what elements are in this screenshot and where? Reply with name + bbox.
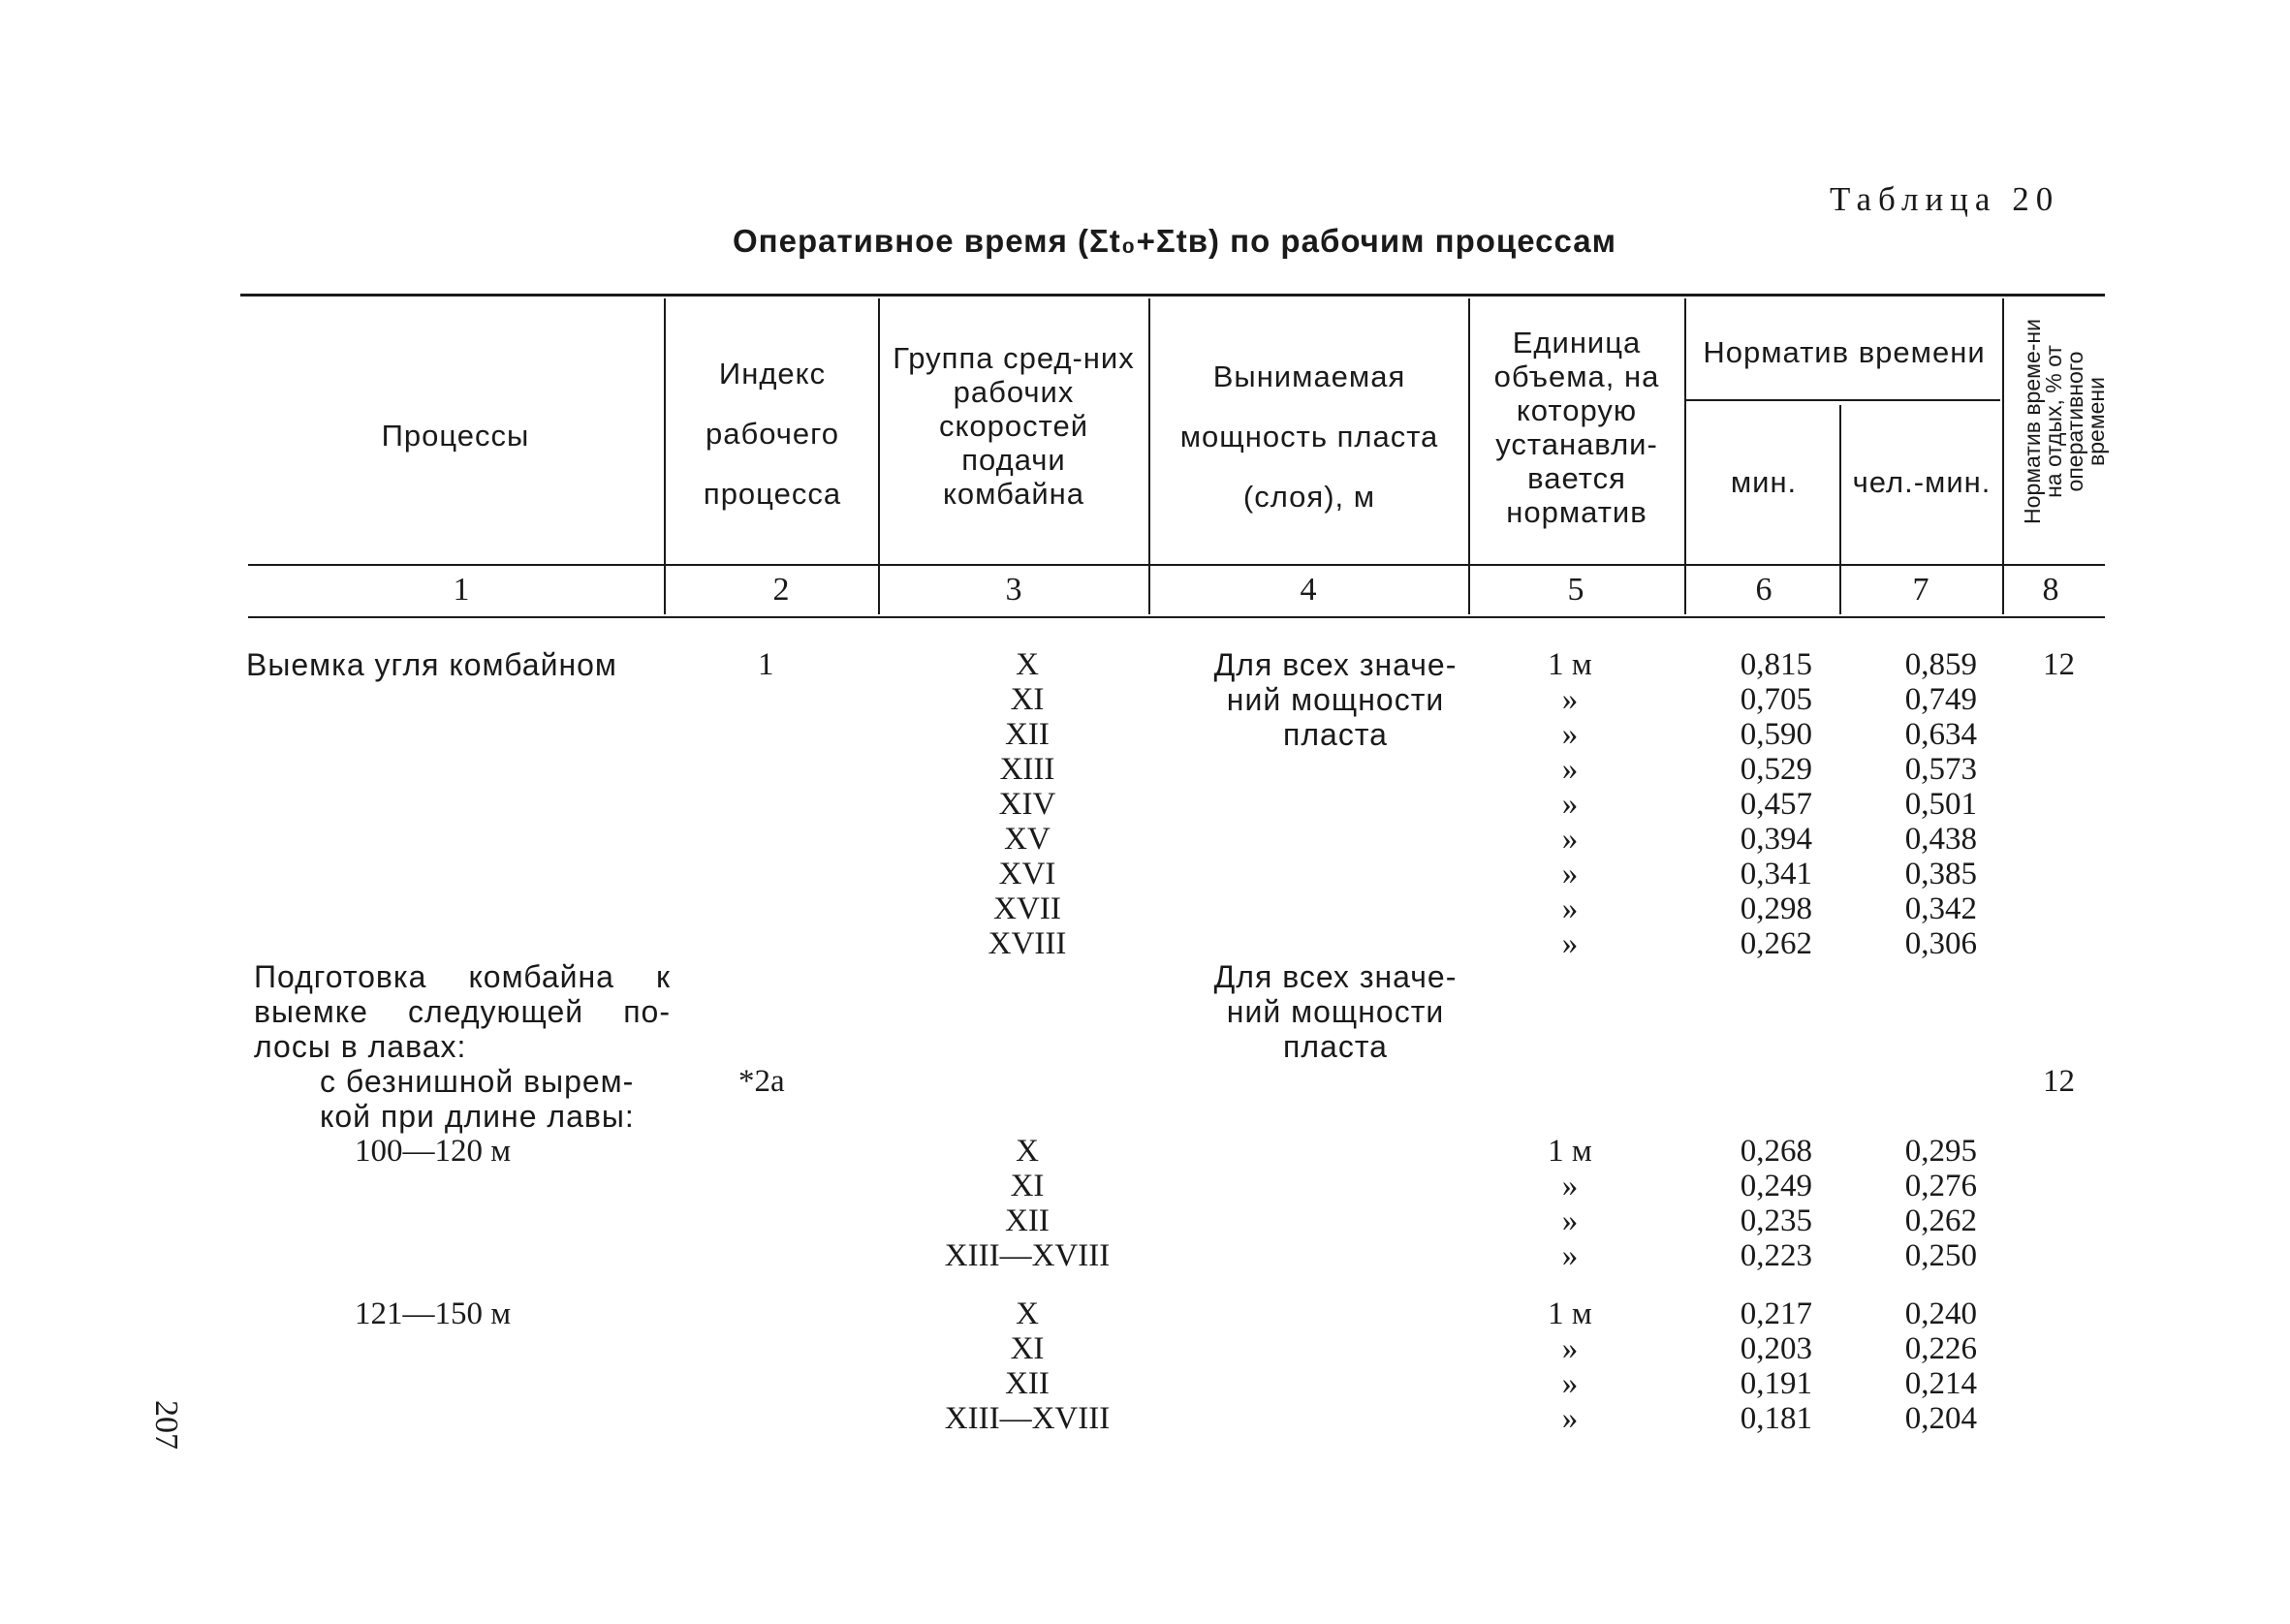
s2b-row-unit: 1 м bbox=[1548, 1296, 1592, 1331]
s2b-row-man-min: 0,214 bbox=[1904, 1366, 1977, 1401]
vsep-1 bbox=[664, 298, 666, 614]
s1-row-group: XVII bbox=[993, 891, 1061, 926]
s1-row-man-min: 0,342 bbox=[1904, 891, 1977, 926]
s1-row-unit: » bbox=[1561, 822, 1579, 857]
s2a-row-group: XII bbox=[1005, 1203, 1050, 1238]
length-1: 100—120 м bbox=[355, 1134, 512, 1169]
s2a-row-min: 0,249 bbox=[1740, 1169, 1812, 1203]
s2a-row-man-min: 0,250 bbox=[1904, 1238, 1977, 1273]
header-norm: Норматив времени bbox=[1703, 335, 1986, 369]
thickness-s2: Для всех значе-ний мощности пласта bbox=[1213, 959, 1458, 1064]
s1-row-group: XII bbox=[1005, 717, 1050, 752]
s1-row-group: XI bbox=[1010, 682, 1045, 717]
s1-row-group: XVIII bbox=[988, 926, 1067, 961]
s2b-row-unit: » bbox=[1561, 1366, 1579, 1401]
s2a-row-group: XI bbox=[1010, 1169, 1045, 1203]
colnum-3: 3 bbox=[1005, 572, 1022, 608]
s1-row-unit: 1 м bbox=[1548, 647, 1592, 682]
s2b-row-min: 0,217 bbox=[1740, 1296, 1812, 1331]
vsep-4 bbox=[1468, 298, 1470, 614]
header-processes: Процессы bbox=[381, 419, 530, 453]
s1-row-unit: » bbox=[1561, 682, 1579, 717]
index-s1: 1 bbox=[758, 647, 774, 682]
s2b-row-group: XIII—XVIII bbox=[944, 1401, 1111, 1436]
s1-row-man-min: 0,501 bbox=[1904, 787, 1977, 822]
rest-s1: 12 bbox=[2043, 647, 2075, 682]
s1-row-min: 0,457 bbox=[1740, 787, 1812, 822]
index-s2: *2а bbox=[738, 1064, 785, 1099]
rest-s2: 12 bbox=[2043, 1064, 2075, 1099]
vsep-3 bbox=[1148, 298, 1150, 614]
subprocess-s2: с безнишной вырем-кой при длине лавы: bbox=[320, 1064, 635, 1134]
s1-row-min: 0,590 bbox=[1740, 717, 1812, 752]
s1-row-man-min: 0,385 bbox=[1904, 857, 1977, 891]
s2b-row-man-min: 0,240 bbox=[1904, 1296, 1977, 1331]
s2a-row-group: X bbox=[1016, 1134, 1039, 1169]
s1-row-min: 0,341 bbox=[1740, 857, 1812, 891]
process-s2: Подготовка комбайна к выемке следующей по-лосы в лавах: bbox=[254, 959, 671, 1064]
s1-row-man-min: 0,749 bbox=[1904, 682, 1977, 717]
vsep-7 bbox=[2002, 298, 2004, 614]
s1-row-group: XVI bbox=[998, 857, 1056, 891]
s2b-row-group: X bbox=[1016, 1296, 1039, 1331]
header-index: Индекс рабочего процесса bbox=[703, 357, 842, 511]
s1-row-man-min: 0,634 bbox=[1904, 717, 1977, 752]
colnum-1: 1 bbox=[453, 572, 470, 608]
s1-row-min: 0,262 bbox=[1740, 926, 1812, 961]
s2a-row-unit: » bbox=[1561, 1238, 1579, 1273]
s2b-row-min: 0,203 bbox=[1740, 1331, 1812, 1366]
s1-row-group: XIV bbox=[998, 787, 1056, 822]
s2a-row-man-min: 0,295 bbox=[1904, 1134, 1977, 1169]
s1-row-man-min: 0,306 bbox=[1904, 926, 1977, 961]
colnum-6: 6 bbox=[1755, 572, 1772, 608]
s1-row-min: 0,298 bbox=[1740, 891, 1812, 926]
s2a-row-min: 0,223 bbox=[1740, 1238, 1812, 1273]
header-rest: Норматив време-ни на отдых, % от оперативного времени bbox=[2020, 319, 2109, 524]
s2a-row-man-min: 0,262 bbox=[1904, 1203, 1977, 1238]
s2b-row-group: XI bbox=[1010, 1331, 1045, 1366]
s1-row-unit: » bbox=[1561, 891, 1579, 926]
vsep-6 bbox=[1839, 405, 1841, 614]
length-2: 121—150 м bbox=[355, 1296, 512, 1331]
s1-row-group: X bbox=[1016, 647, 1039, 682]
s1-row-unit: » bbox=[1561, 787, 1579, 822]
s1-row-man-min: 0,438 bbox=[1904, 822, 1977, 857]
s1-row-min: 0,394 bbox=[1740, 822, 1812, 857]
s1-row-man-min: 0,859 bbox=[1904, 647, 1977, 682]
s2b-row-min: 0,181 bbox=[1740, 1401, 1812, 1436]
s2a-row-unit: 1 м bbox=[1548, 1134, 1592, 1169]
header-unit: Единица объема, на которую устанавли-вается норматив bbox=[1493, 326, 1660, 529]
s2a-row-min: 0,235 bbox=[1740, 1203, 1812, 1238]
s1-row-group: XV bbox=[1004, 822, 1051, 857]
header-min: мин. bbox=[1730, 465, 1798, 499]
colnum-8: 8 bbox=[2042, 572, 2059, 608]
s2a-row-unit: » bbox=[1561, 1203, 1579, 1238]
s2b-row-group: XII bbox=[1005, 1366, 1050, 1401]
s2a-row-unit: » bbox=[1561, 1169, 1579, 1203]
table-title: Оперативное время (Σt₀+Σtв) по рабочим процессам bbox=[733, 223, 1617, 259]
s2a-row-min: 0,268 bbox=[1740, 1134, 1812, 1169]
s2b-row-man-min: 0,204 bbox=[1904, 1401, 1977, 1436]
thickness-s1: Для всех значе-ний мощности пласта bbox=[1213, 647, 1458, 752]
header-man-min: чел.-мин. bbox=[1852, 465, 1992, 499]
colnum-5: 5 bbox=[1567, 572, 1584, 608]
header-group: Группа сред-них рабочих скоростей подачи комбайна bbox=[893, 341, 1135, 511]
process-s1: Выемка угля комбайном bbox=[246, 647, 617, 682]
numbers-bottom-rule bbox=[248, 616, 2105, 618]
header-bottom-rule bbox=[248, 564, 2105, 566]
s2b-row-man-min: 0,226 bbox=[1904, 1331, 1977, 1366]
s1-row-unit: » bbox=[1561, 857, 1579, 891]
s2a-row-group: XIII—XVIII bbox=[944, 1238, 1111, 1273]
table-caption: Таблица 20 bbox=[1830, 180, 2060, 218]
top-rule bbox=[240, 294, 2105, 297]
s1-row-group: XIII bbox=[999, 752, 1055, 787]
s1-row-unit: » bbox=[1561, 717, 1579, 752]
s1-row-man-min: 0,573 bbox=[1904, 752, 1977, 787]
s2b-row-min: 0,191 bbox=[1740, 1366, 1812, 1401]
s1-row-unit: » bbox=[1561, 752, 1579, 787]
header-thickness: Вынимаемая мощность пласта (слоя), м bbox=[1179, 359, 1439, 514]
vsep-2 bbox=[878, 298, 880, 614]
s2a-row-man-min: 0,276 bbox=[1904, 1169, 1977, 1203]
s1-row-min: 0,815 bbox=[1740, 647, 1812, 682]
colnum-2: 2 bbox=[772, 572, 790, 608]
page-number: 207 bbox=[148, 1400, 184, 1450]
colnum-7: 7 bbox=[1912, 572, 1929, 608]
norm-split-rule bbox=[1686, 399, 2000, 401]
s2b-row-unit: » bbox=[1561, 1401, 1579, 1436]
s2b-row-unit: » bbox=[1561, 1331, 1579, 1366]
s1-row-min: 0,529 bbox=[1740, 752, 1812, 787]
s1-row-unit: » bbox=[1561, 926, 1579, 961]
s1-row-min: 0,705 bbox=[1740, 682, 1812, 717]
colnum-4: 4 bbox=[1300, 572, 1317, 608]
